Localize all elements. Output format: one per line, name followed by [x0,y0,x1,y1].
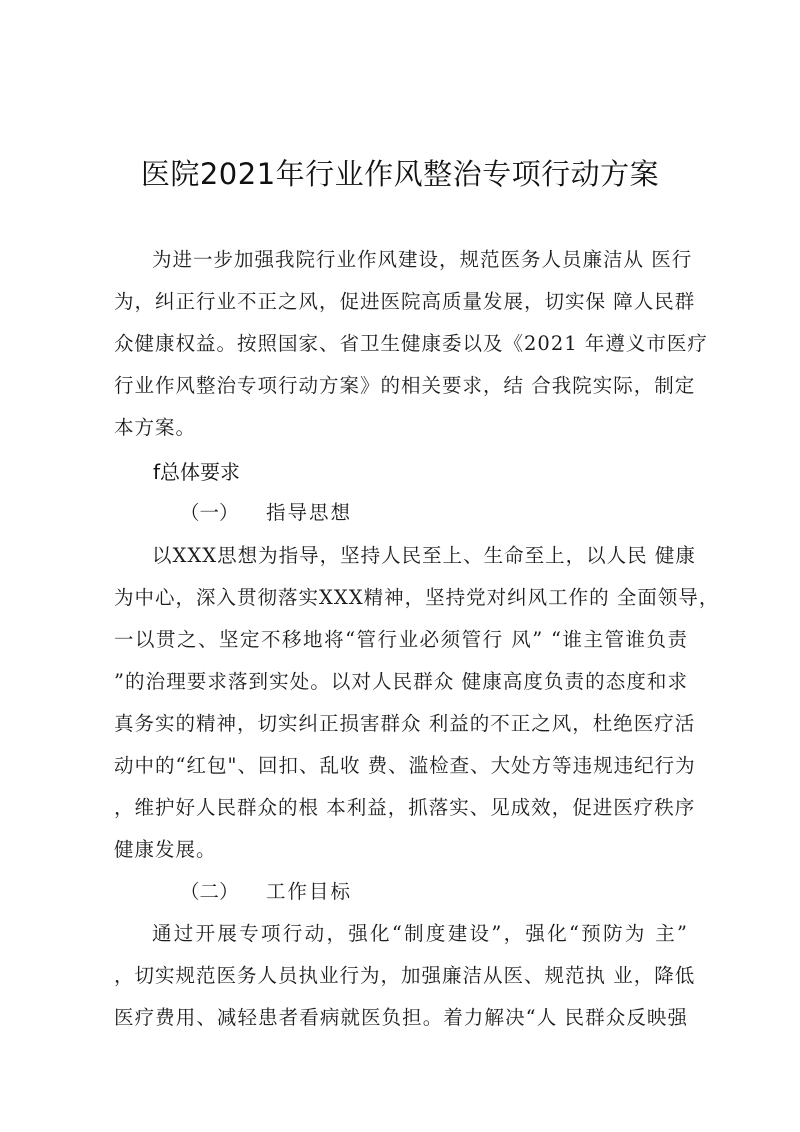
section-heading: f总体要求 [153,460,241,484]
body-line: ”的治理要求落到实处。以对人民群众 健康高度负责的态度和求 [114,670,688,693]
intro-line: 为进一步加强我院行业作风建设，规范医务人员廉洁从 医行 [152,248,693,271]
body-line: 通过开展专项行动，强化“制度建设”，强化“预防为 主” [152,922,688,945]
body-line: 真务实的精神，切实纠正损害群众 利益的不正之风，杜绝医疗活 [114,712,696,735]
intro-line: 众健康权益。按照国家、省卫生健康委以及《2021 年遵义市医疗 [114,332,708,355]
body-line: 一以贯之、坚定不移地将“管行业必须管行 风” “谁主管谁负责 [114,628,688,651]
body-line: 健康发展。 [114,838,217,861]
subsection-number: （二） [180,880,239,903]
body-line: ，维护好人民群众的根 本利益，抓落实、见成效，促进医疗秩序 [114,796,696,819]
body-line: 医疗费用、减轻患者看病就医负担。着力解决“人 民群众反映强 [114,1006,688,1029]
intro-line: 行业作风整治专项行动方案》的相关要求，结 合我院实际，制定 [114,374,696,397]
subsection-title: 工作目标 [266,880,353,903]
document-title: 医院2021年行业作风整治专项行动方案 [140,157,660,191]
intro-line: 本方案。 [114,416,197,439]
body-line: 动中的“红包"、回扣、乱收 费、滥检查、大处方等违规违纪行为 [114,754,696,777]
body-line: 为中心，深入贯彻落实XXX精神，坚持党对纠风工作的 全面领导， [114,586,720,609]
intro-line: 为，纠正行业不正之风，促进医院高质量发展，切实保 障人民群 [114,290,696,313]
subsection-number: （一） [180,501,239,524]
subsection-title: 指导思想 [266,501,353,524]
body-line: 以XXX思想为指导，坚持人民至上、生命至上，以人民 健康 [152,544,696,567]
body-line: ，切实规范医务人员执业行为，加强廉洁从医、规范执 业，降低 [114,964,696,987]
